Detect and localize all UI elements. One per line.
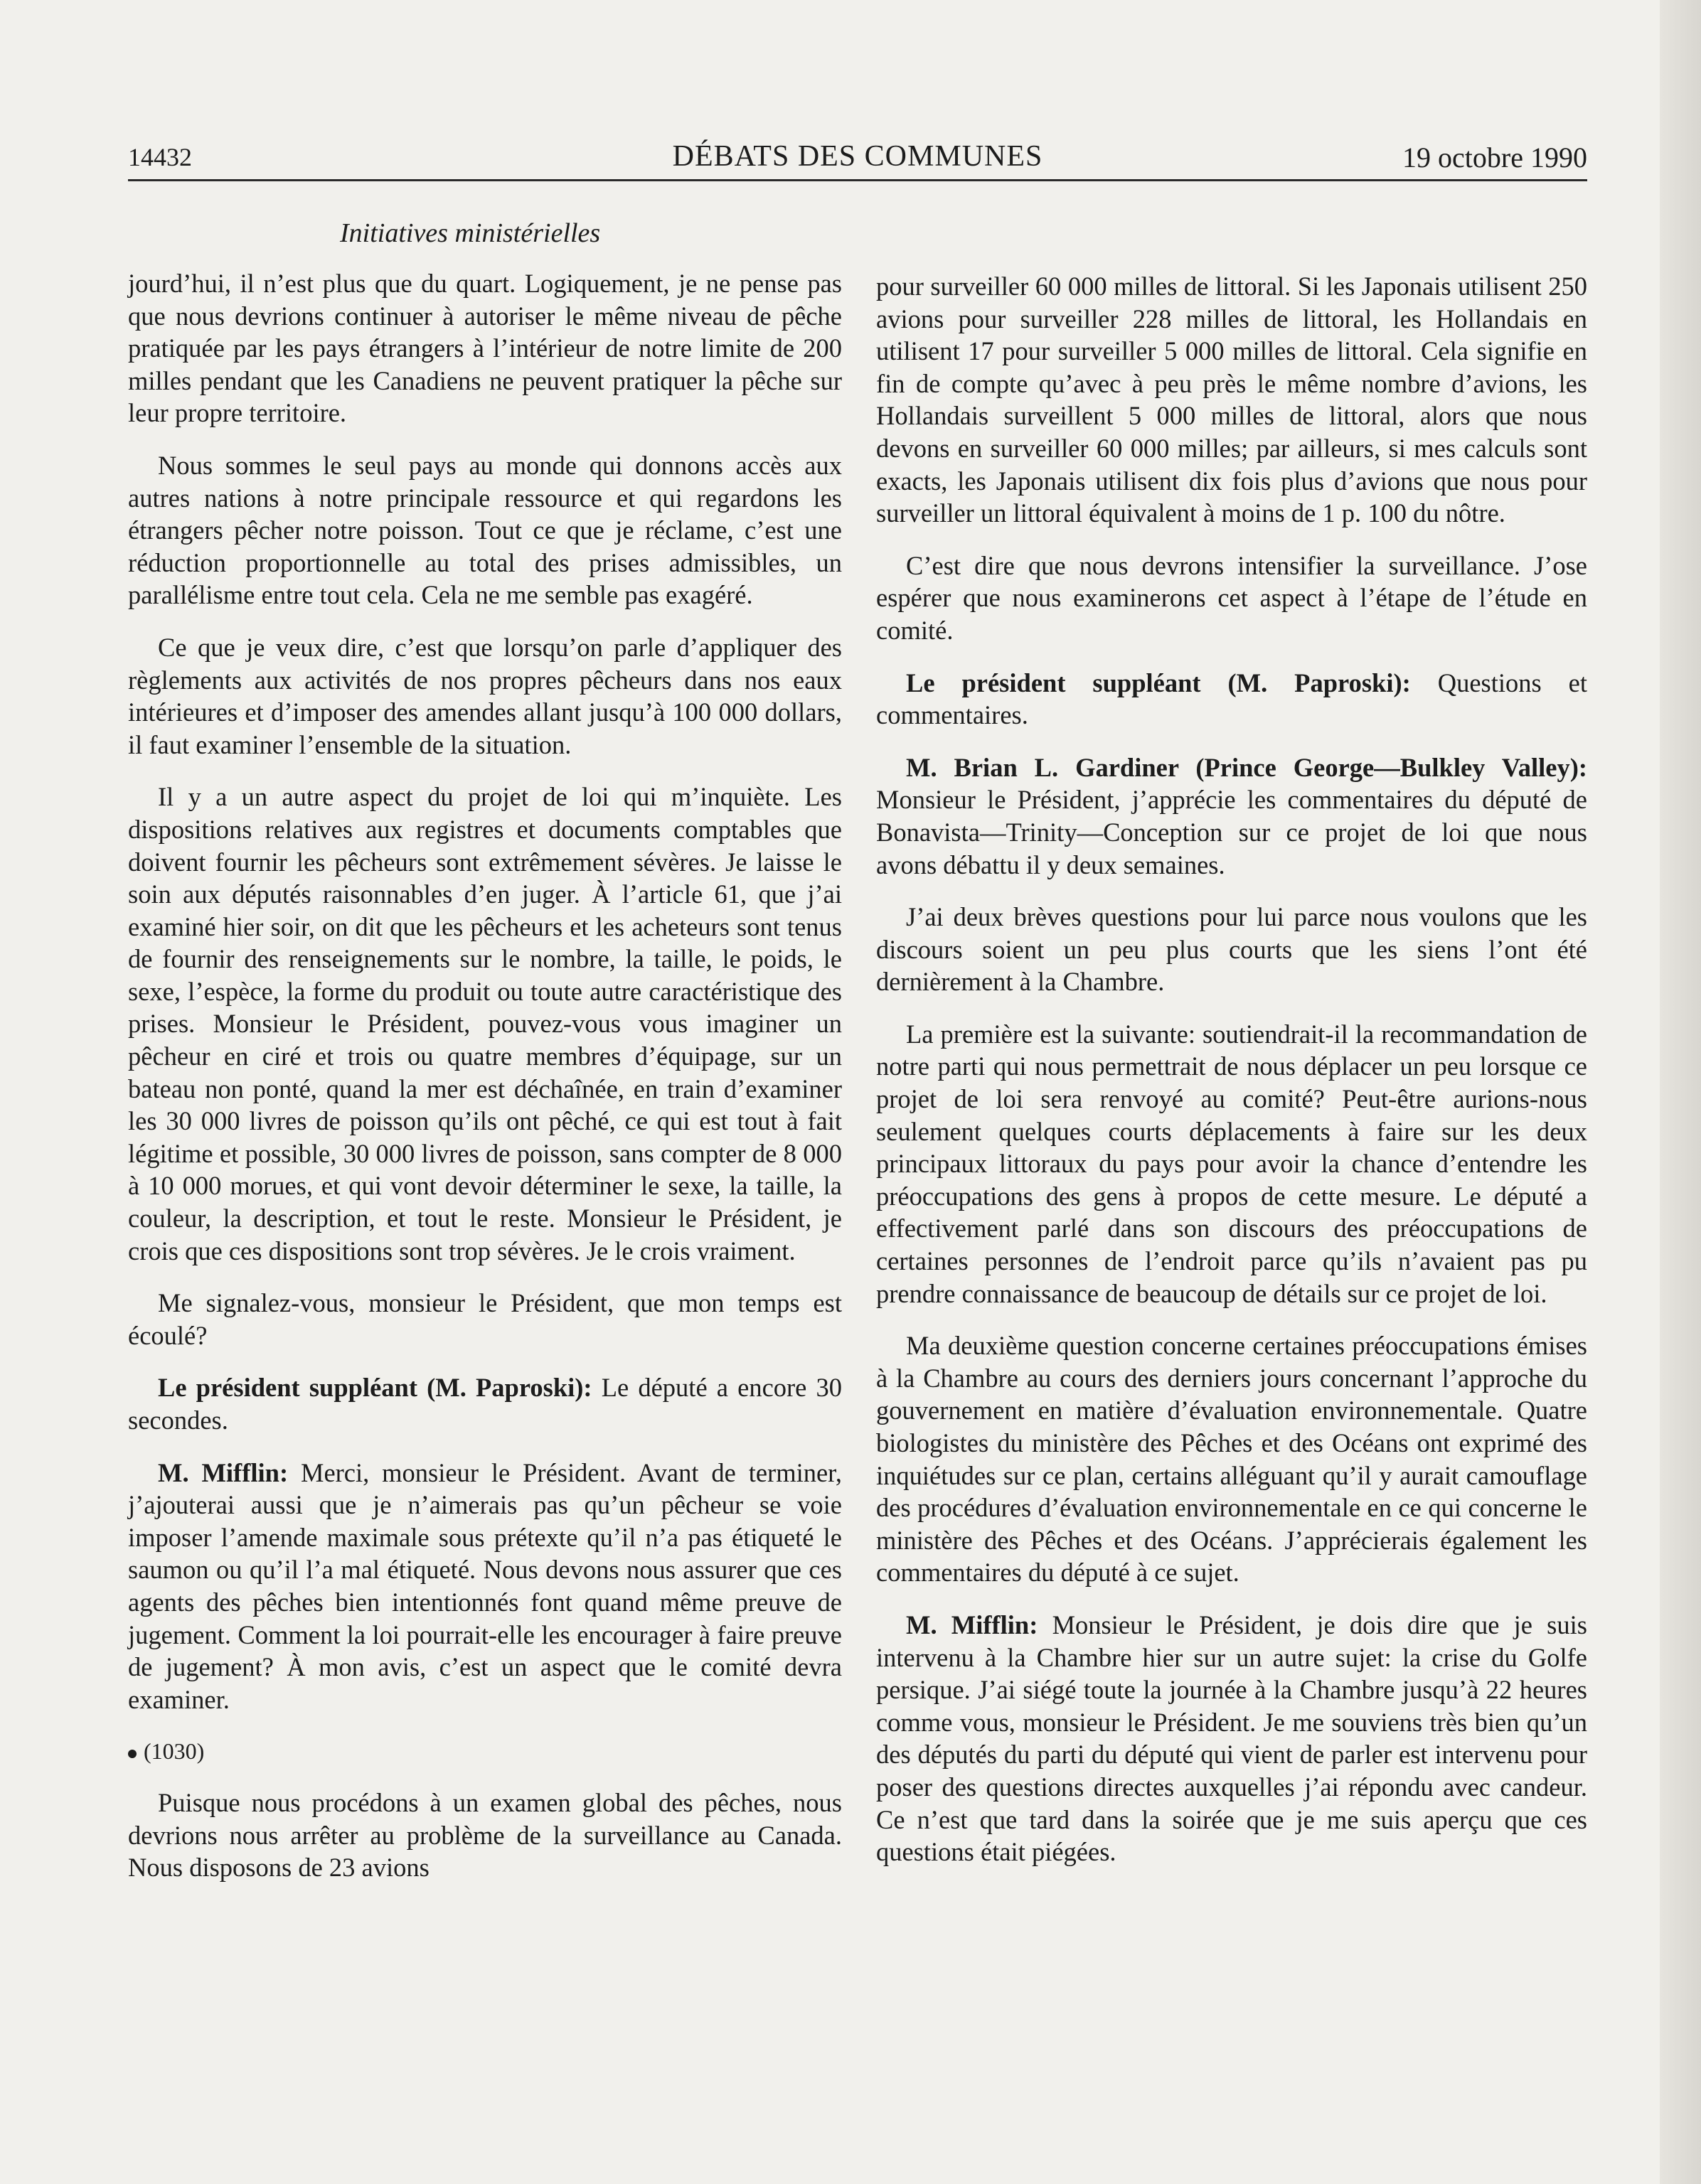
- speech-paragraph: [128, 1371, 842, 1436]
- bullet-icon: [128, 1750, 137, 1758]
- paragraph: Puisque nous procédons à un examen global des pêches, nous devrions nous arrêter au problème de la surveillance au Canada. Nous disposons de 23 avions: [128, 1787, 842, 1883]
- speech-text: Questions et commentaires.: [876, 668, 1588, 730]
- speech-text: Merci, monsieur le Président. Avant de terminer, j’ajouterai aussi que je n’aimerais pas qu’un pêcheur se voie imposer l’amende maximale sous prétexte qu’il n’a pas étiqueté le saumon ou qu’il l’a mal étiqueté. Nous devons nous assurer que ces agents des pêches bien intentionnés font quand même preuve de jugement. Comment la loi pourrait-elle les encourager à faire preuve de jugement? À mon avis, c’est un aspect que le comité devra examiner.: [128, 1457, 842, 1714]
- speech-text: Monsieur le Président, j’apprécie les commentaires du député de Bonavista—Trinity—Conception sur ce projet de loi que nous avons débattu il y deux semaines.: [876, 785, 1587, 879]
- paragraph: Il y a un autre aspect du projet de loi qui m’inquiète. Les dispositions relatives aux registres et documents comptables que doivent fournir les pêcheurs sont extrêmement sévères. Je laisse le soin aux députés raisonnables d’en juger. À l’article 61, que j’ai examiné hier soir, on dit que les pêcheurs et les acheteurs sont tenus de fournir des renseignements sur le nombre, la taille, le poids, le sexe, l’espèce, la forme du produit ou toute autre caractéristique des prises. Monsieur le Président, pouvez-vous vous imaginer un pêcheur en ciré et trois ou quatre membres d’équipage, sur un bateau non ponté, quand la mer est déchaînée, en train d’examiner les 30 000 livres de poisson qu’ils ont pêché, ce qui est tout à fait légitime et possible, 30 000 livres de poisson, sans compter de 8 000 à 10 000 morues, et qui vont devoir déterminer le sexe, la taille, la couleur, la description, et tout le reste. Monsieur le Président, je crois que ces dispositions sont trop sévères. Je le crois vraiment.: [128, 782, 842, 1265]
- paragraph: Ma deuxième question concerne certaines préoccupations émises à la Chambre au cours des derniers jours concernant l’approche du gouvernement en matière d’évaluation environnementale. Quatre biologistes du ministère des Pêches et des Océans ont exprimé des inquiétudes sur ce plan, certains alléguant qu’il y aurait camouflage des procédures d’évaluation environnementale en ce qui concerne le ministère des Pêches et des Océans. J’apprécierais également les commentaires du député à ce sujet.: [876, 1331, 1587, 1588]
- time-marker: [128, 1735, 842, 1768]
- speech-text: Le député a encore 30 secondes.: [128, 1373, 843, 1435]
- running-header: [128, 139, 1587, 181]
- section-label: Initiatives ministérielles: [340, 218, 601, 248]
- publication-title: DÉBATS DES COMMUNES: [672, 140, 1043, 173]
- speech-paragraph: [876, 1609, 1587, 1868]
- paragraph: Ce que je veux dire, c’est que lorsqu’on parle d’appliquer des règlements aux activités de nos propres pêcheurs dans nos eaux intérieures et d’imposer des amendes allant jusqu’à 100 000 dollars, il faut examiner l’ensemble de la situation.: [128, 632, 842, 759]
- paragraph: pour surveiller 60 000 milles de littoral. Si les Japonais utilisent 250 avions pour surveiller 228 milles de littoral, les Hollandais en utilisent 17 pour surveiller 5 000 milles de littoral. Cela signifie en fin de compte qu’avec à peu près le même nombre d’avions, les Hollandais surveillent 5 000 milles de littoral, alors que nous devons en surveiller 60 000 milles; par ailleurs, si mes calculs sont exacts, les Japonais utilisent dix fois plus d’avions que nous pour surveiller un littoral équivalent à moins de 1 p. 100 du nôtre.: [876, 272, 1587, 528]
- page-number: 14432: [128, 143, 192, 171]
- speaker-name: M. Brian L. Gardiner (Prince George—Bulkley Valley):: [906, 752, 1587, 782]
- speaker-name: Le président suppléant (M. Paproski):: [906, 668, 1411, 697]
- paragraph: La première est la suivante: soutiendrait-il la recommandation de notre parti qui nous permettrait de nous déplacer un peu lorsque ce projet de loi sera renvoyé au comité? Peut-être aurions-nous seulement quelques courts déplacements à faire sur les deux principaux littoraux du pays pour avoir la chance d’entendre les préoccupations des gens à propos de cette mesure. Le député a effectivement parlé dans son discours des préoccupations de certaines personnes de l’endroit parce qu’ils n’avaient pas pu prendre connaissance de beaucoup de détails sur ce projet de loi.: [876, 1019, 1587, 1308]
- time-marker-text: (1030): [144, 1738, 205, 1765]
- left-column: [128, 267, 842, 1904]
- speech-paragraph: [876, 667, 1587, 732]
- paragraph: Me signalez-vous, monsieur le Président, que mon temps est écoulé?: [128, 1288, 842, 1350]
- paragraph: Nous sommes le seul pays au monde qui donnons accès aux autres nations à notre principale ressource et qui regardons les étrangers pêcher notre poisson. Tout ce que je réclame, c’est une réduction proportionnelle au total des prises admissibles, un parallélisme entre tout cela. Cela ne me semble pas exagéré.: [128, 450, 842, 610]
- right-column: [876, 270, 1587, 1888]
- speaker-name: M. Mifflin:: [158, 1457, 289, 1487]
- speech-text: Monsieur le Président, je dois dire que je suis intervenu à la Chambre hier sur un autre sujet: la crise du Golfe persique. J’ai siégé toute la journée à la Chambre jusqu’à 22 heures comme vous, monsieur le Président. Je me souviens très bien qu’un des députés du parti du député qui vient de parler est intervenu pour poser des questions directes auxquelles j’ai répondu avec candeur. Ce n’est que tard dans la soirée que je me suis aperçu que ces questions était piégées.: [876, 1610, 1587, 1867]
- header-date: 19 octobre 1990: [1402, 141, 1587, 173]
- page-edge-shadow: [1660, 0, 1701, 2184]
- speech-paragraph: [128, 1457, 842, 1716]
- speaker-name: Le président suppléant (M. Paproski):: [158, 1373, 592, 1403]
- speaker-name: M. Mifflin:: [906, 1610, 1038, 1639]
- paragraph: C’est dire que nous devrons intensifier la surveillance. J’ose espérer que nous examinerons cet aspect à l’étape de l’étude en comité.: [876, 550, 1587, 645]
- paragraph: J’ai deux brèves questions pour lui parce nous voulons que les discours soient un peu plus courts que les siens l’ont été dernièrement à la Chambre.: [876, 902, 1587, 997]
- paragraph: jourd’hui, il n’est plus que du quart. Logiquement, je ne pense pas que nous devrions continuer à autoriser le même niveau de pêche pratiquée par les pays étrangers à l’intérieur de notre limite de 200 milles pendant que les Canadiens ne peuvent pratiquer la pêche sur leur propre territoire.: [128, 269, 842, 428]
- speech-paragraph: [876, 751, 1587, 881]
